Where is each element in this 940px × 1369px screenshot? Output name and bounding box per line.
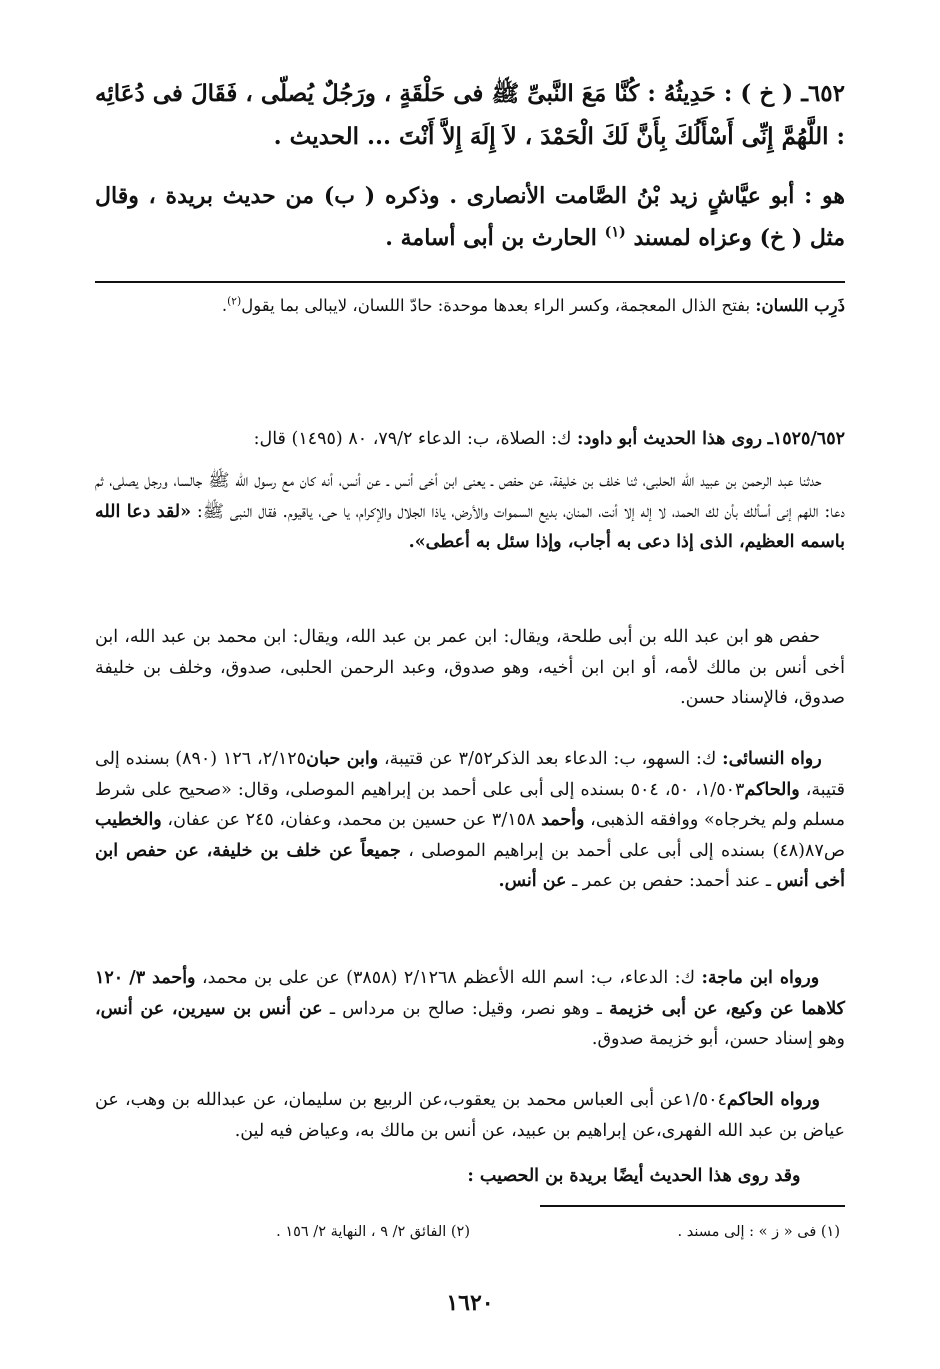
- footnote-1-text: (١) فى « ز » : إلى مسند .: [677, 1224, 840, 1240]
- explanation-paragraph: [95, 175, 845, 259]
- paragraph: [95, 466, 845, 558]
- ref-text: ـ عند أحمد: حفص بن عمر ـ: [572, 871, 772, 891]
- footnote-rule: [540, 1205, 845, 1207]
- divider-rule: [95, 281, 845, 283]
- heading-label: روى هذا الحديث أبو داود:: [576, 429, 763, 449]
- page-number: ١٦٢٠: [446, 1290, 494, 1316]
- hadith-number: ٦٥٢ـ: [801, 80, 846, 107]
- paragraph: [95, 963, 845, 1055]
- commentary-paragraph-1: [95, 466, 845, 558]
- ref-text: ك: السهو، ب: الدعاء بعد الذكر٣/٥٢ عن قتيبة،: [384, 749, 717, 769]
- heading-paragraph: [95, 424, 845, 455]
- narrator-assessment: حفص هو ابن عبد الله بن أبى طلحة، ويقال: ابن عمر بن عبد الله، ويقال: ابن محمد بن عبد الله، ابن أخى أنس بن مالك لأمه، أو ابن ابن أخيه، وهو صدوق، وعبد الرحمن الحلبى، صدوق، وخلف بن خليفة صدوق، فالإسناد حسن.: [95, 627, 845, 708]
- hadith-text: ( خ ) : حَدِيثُهُ : كُنَّا مَعَ النَّبىِّ ﷺ فى حَلْقَةٍ ، ورَجُلٌ يُصلّى ، فَقَالَ فى دُعَائِه : اللَّهُمَّ إِنِّى أَسْأَلُكَ بِأَنَّ لَكَ الْحَمْدَ ، لاَ إِلَهَ إِلاَّ أَنْتَ ... الحديث .: [95, 80, 845, 150]
- common-chain: جميعاً عن خلف بن خليفة، عن حفص ابن أخى أنس: [95, 840, 845, 891]
- source-khatib: والخطيب: [95, 810, 162, 830]
- gloss-paragraph: [95, 292, 845, 320]
- source-hakim: والحاكم: [744, 779, 800, 800]
- hadith-paragraph: [95, 72, 845, 158]
- buraydah-intro: وقد روى هذا الحديث أيضًا بريدة بن الحصيب :: [467, 1166, 801, 1186]
- gloss-text: بفتح الذال المعجمة، وكسر الراء بعدها موحدة: حادّ اللسان، لايبالى بما يقول: [241, 296, 751, 315]
- source-ahmad-waki: وأحمد ٣/ ١٢٠ كلاهما عن وكيع، عن أبى خزيمة: [95, 968, 845, 1019]
- commentary-heading: [95, 424, 845, 455]
- ref-text: ص٨٧(٤٨) بسنده إلى أبى على أحمد بن إبراهيم الموصلى ،: [408, 840, 845, 861]
- explanation-text: هو : أبو عيَّاشٍ زيد بْنُ الصَّامت الأنصارى . وذكره ( ب) من حديث بريدة ، وقال مثل ( خ) وعزاه لمسند: [95, 183, 845, 251]
- source-nasai: رواه النسائى:: [722, 749, 822, 769]
- source-ahmad: وأحمد: [541, 810, 585, 830]
- footnote-marker-1: (١): [604, 224, 626, 241]
- commentary-paragraph-4: [95, 963, 845, 1055]
- footnote-1: [560, 1222, 840, 1242]
- ref-text: ك: الدعاء، ب: اسم الله الأعظم ٢/١٢٦٨ (٣٨٥٨) عن على بن محمد،: [201, 968, 695, 988]
- isnad-text: حدثنا عبد الرحمن بن عبيد الله الحلبى، ثنا خلف بن خليفة، عن حفص ـ يعنى ابن أخى أنس ـ عن أنس، أنه كان مع رسول الله ﷺ جالسا، ورجل يصلى، ثم دعا: اللهم إنى أسألك بأن لك الحمد، لا إله إلا أنت، المنان، بديع السموات والأرض، ياذا الجلال والإكرام، يا حى، ياقيوم. فقال النبى ﷺ:: [95, 471, 845, 522]
- source-hakim-2: ورواه الحاكم: [726, 1090, 820, 1110]
- heading-reference: ك: الصلاة، ب: الدعاء ٧٩/٢، ٨٠ (١٤٩٥) قال:: [253, 429, 572, 449]
- explanation-block: [95, 175, 845, 259]
- chain-anas: عن أنس بن سيرين، عن أنس،: [95, 998, 323, 1019]
- ref-text: ٢/١٢٥، ١٢٦ (٨٩٠) بسنده إلى قتيبة،: [95, 749, 845, 800]
- hadith-block: [95, 72, 845, 158]
- ref-text: ـ وهو نصر، وقيل: صالح بن مرداس ـ: [329, 998, 602, 1019]
- footnote-marker-2: (٢): [227, 294, 242, 308]
- explanation-text-end: الحارث بن أبى أسامة .: [385, 225, 597, 251]
- paragraph: [95, 622, 845, 714]
- heading-number: ١٥٢٥/٦٥٢ـ: [767, 429, 845, 449]
- source-ibn-majah: ورواه ابن ماجة:: [701, 968, 820, 988]
- gloss-block: [95, 292, 845, 320]
- paragraph: [95, 744, 845, 897]
- gloss-term: ذَرِب اللسان:: [755, 296, 845, 315]
- source-ibn-hibban: وابن حبان: [306, 749, 379, 769]
- ref-text: ١/٥٠٣، ٥٠، ٥٠٤ بسنده إلى أبى على أحمد بن إبراهيم الموصلى، وقال: «صحيح على شرط مسلم ولم يخرجاه» ووافقه الذهبى،: [95, 779, 845, 830]
- paragraph: [95, 1161, 845, 1192]
- ref-text: وهو إسناد حسن، أبو خزيمة صدوق.: [591, 1029, 845, 1049]
- commentary-paragraph-3: [95, 744, 845, 897]
- ref-text: ١/٥٠٤عن أبى العباس محمد بن يعقوب،عن الربيع بن سليمان، عن عبدالله بن وهب، عن عياض بن عبد الله الفهرى،عن إبراهيم بن عبيد، عن أنس بن مالك به، وعياض فيه لين.: [95, 1090, 845, 1141]
- chain-end: عن أنس.: [498, 871, 567, 891]
- commentary-paragraph-6: [95, 1161, 845, 1192]
- commentary-paragraph-5: [95, 1085, 845, 1146]
- footnote-2-text: (٢) الفائق ٢/ ٩ ، النهاية ٢/ ١٥٦ .: [276, 1224, 470, 1240]
- gloss-end: .: [221, 296, 228, 315]
- ref-text: ٣/١٥٨ عن حسين بن محمد، وعفان، ٢٤٥ عن عفان،: [167, 810, 536, 830]
- paragraph: [95, 1085, 845, 1146]
- prophet-quote: «لقد دعا الله باسمه العظيم، الذى إذا دعى به أجاب، وإذا سئل به أعطى».: [95, 501, 845, 552]
- footnote-2: [230, 1222, 470, 1242]
- commentary-paragraph-2: [95, 622, 845, 714]
